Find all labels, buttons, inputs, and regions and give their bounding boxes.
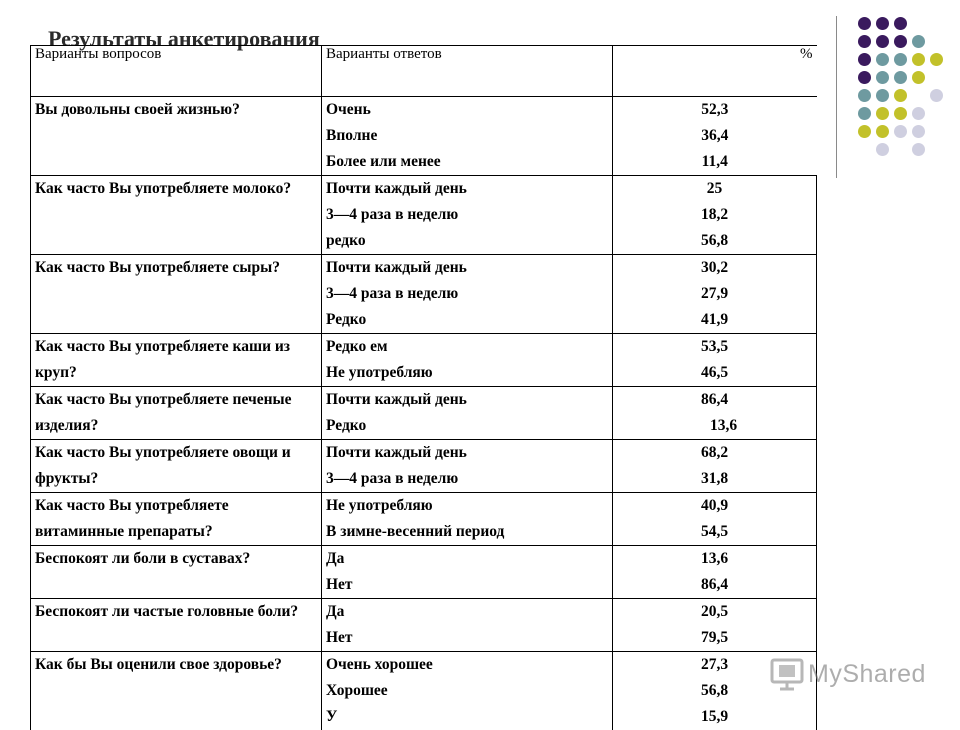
table-row [31,599,817,652]
percent-value: 36,4 [617,123,813,149]
decorative-dot [894,125,907,138]
question-cell: Беспокоят ли боли в суставах? [31,546,322,599]
decorative-dot [912,107,925,120]
question-cell: Как часто Вы употребляете каши из круп? [31,334,322,387]
table-header-row [31,46,817,97]
answers-cell [322,97,613,176]
decorative-dot [912,143,925,156]
decorative-dot [930,53,943,66]
percent-value: 54,5 [617,519,812,545]
percent-value: 46,5 [617,360,812,386]
question-cell: Как часто Вы употребляете овощи и фрукты? [31,440,322,493]
percent-value: 52,3 [617,97,813,123]
decorative-dot-grid [838,16,948,166]
answer-option: Редко [326,413,608,439]
question-cell: Как часто Вы употребляете молоко? [31,176,322,255]
answers-cell [322,255,613,334]
decorative-dot [912,53,925,66]
answer-option: В зимне-весенний период [326,519,608,545]
question-cell: Как часто Вы употребляете сыры? [31,255,322,334]
percent-cell [613,599,817,652]
answers-cell [322,387,613,440]
percent-value: 53,5 [617,334,812,360]
question-cell: Как бы Вы оценили свое здоровье? [31,652,322,730]
question-cell: Беспокоят ли частые головные боли? [31,599,322,652]
answer-option: Не употребляю [326,360,608,386]
watermark-logo [770,656,926,692]
answers-cell [322,176,613,255]
answers-cell [322,546,613,599]
decorative-dot [858,125,871,138]
decorative-dot [894,35,907,48]
percent-value: 11,4 [617,149,813,175]
header-percent: % [613,46,817,97]
percent-cell [613,255,817,334]
percent-cell [613,546,817,599]
answer-option: 3—4 раза в неделю [326,466,608,492]
percent-value: 56,8 [617,228,812,254]
percent-value: 30,2 [617,255,812,281]
percent-value: 86,4 [617,572,812,598]
decorative-dot [912,35,925,48]
decorative-dot [876,71,889,84]
percent-cell [613,440,817,493]
percent-value: 20,5 [617,599,812,625]
table-row [31,493,817,546]
decorative-dot [912,71,925,84]
decorative-dot [912,125,925,138]
decorative-dot [930,89,943,102]
question-cell: Как часто Вы употребляете печеные изделия? [31,387,322,440]
presentation-board-icon [770,657,808,691]
percent-cell [613,493,817,546]
answers-cell [322,493,613,546]
answer-option: 3—4 раза в неделю [326,281,608,307]
percent-value: 41,9 [617,307,812,333]
decorative-dot [876,89,889,102]
decorative-dot [894,71,907,84]
percent-value: 18,2 [617,202,812,228]
answer-option: Почти каждый день [326,387,608,413]
question-cell: Как часто Вы употребляете витаминные препараты? [31,493,322,546]
answer-option: Очень [326,97,608,123]
decorative-dot [876,125,889,138]
answer-option: Более или менее [326,149,608,175]
decorative-dot [876,17,889,30]
answer-option: Почти каждый день [326,176,608,202]
answer-option: Редко [326,307,608,333]
table-row [31,176,817,255]
percent-value: 56,8 [617,678,812,704]
answer-option: Нет [326,625,608,651]
decorative-dot [876,143,889,156]
answer-option: Вполне [326,123,608,149]
decorative-dot [876,107,889,120]
decorative-dot [876,35,889,48]
decorative-dot [858,17,871,30]
decorative-dot [858,71,871,84]
decorative-dot [858,89,871,102]
answer-option: Хорошее [326,678,608,704]
table-row [31,652,817,730]
decorative-dot [858,53,871,66]
percent-cell [613,334,817,387]
answer-option: Нет [326,572,608,598]
answer-option: Очень хорошее [326,652,608,678]
decorative-dot [894,89,907,102]
table-row [31,97,817,176]
decorative-dot [858,107,871,120]
percent-value: 27,9 [617,281,812,307]
percent-value: 86,4 [617,387,812,413]
answer-option: Редко ем [326,334,608,360]
table-row [31,387,817,440]
answer-option: Почти каждый день [326,440,608,466]
percent-value: 27,3 [617,652,812,678]
percent-value: 15,9 [617,704,812,730]
answers-cell [322,652,613,730]
question-cell: Вы довольны своей жизнью? [31,97,322,176]
decorative-divider [836,16,837,178]
header-answers: Варианты ответов [322,46,613,97]
answer-option: Да [326,546,608,572]
answers-cell [322,334,613,387]
answer-option: У [326,704,608,730]
header-questions: Варианты вопросов [31,46,322,97]
decorative-dot [858,35,871,48]
percent-cell [613,387,817,440]
percent-cell [613,176,817,255]
percent-value: 68,2 [617,440,812,466]
watermark-text: MyShared [808,660,926,689]
percent-cell [613,97,817,176]
answer-option: 3—4 раза в неделю [326,202,608,228]
percent-value: 40,9 [617,493,812,519]
percent-value: 13,6 [617,546,812,572]
decorative-dot [894,53,907,66]
percent-value: 25 [617,176,812,202]
percent-value: 79,5 [617,625,812,651]
answer-option: редко [326,228,608,254]
table-row [31,255,817,334]
table-row [31,546,817,599]
survey-results-table [30,45,817,730]
table-row [31,440,817,493]
decorative-dot [894,107,907,120]
answer-option: Да [326,599,608,625]
percent-value: 13,6 [626,413,821,439]
page-title: Результаты анкетирования [48,26,320,52]
decorative-dot [894,17,907,30]
answers-cell [322,599,613,652]
decorative-dot [876,53,889,66]
percent-value: 31,8 [617,466,812,492]
table-row [31,334,817,387]
answer-option: Почти каждый день [326,255,608,281]
answers-cell [322,440,613,493]
answer-option: Не употребляю [326,493,608,519]
